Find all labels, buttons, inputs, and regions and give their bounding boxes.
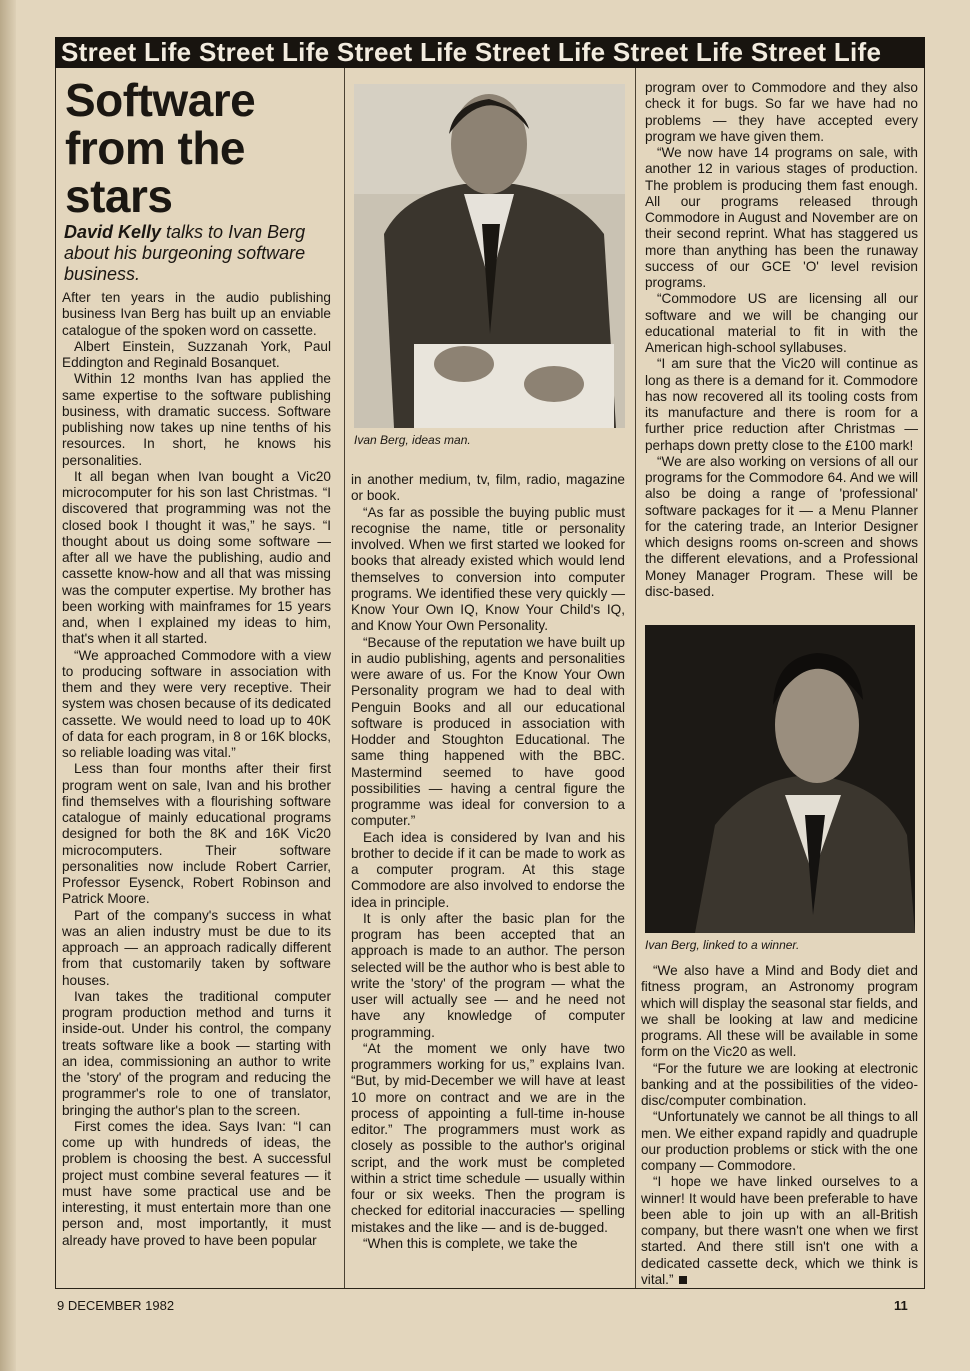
standfirst-author: David Kelly [64, 222, 162, 242]
article-column-1 [62, 290, 331, 1285]
headline: Software from the stars [65, 74, 256, 222]
section-banner: Street Life Street Life Street Life Street Life Street Life Street Life [55, 37, 925, 68]
standfirst-text: talks to Ivan Berg about his burgeoning software business. [64, 222, 306, 284]
paragraph: “I am sure that the Vic20 will continue as long as there is a demand for it. Commodore has now recovered all its tooling costs from its manufacture and there is room for a further price reduction after Christmas — perhaps down pretty close to the £100 mark! [645, 356, 918, 453]
photo-caption: Ivan Berg, ideas man. [354, 433, 471, 447]
paragraph: program over to Commodore and they also check it for bugs. So far we have had no problems — they have accepted every program we have given them. [645, 80, 918, 144]
portrait-illustration [354, 84, 625, 428]
page-number: 11 [894, 1298, 908, 1313]
paragraph: “At the moment we only have two programmers working for us,” explains Ivan. “But, by mid-December we will have at least 10 more on contract and we are in the process of appointing a full-time in-house editor.” The programmers must work as closely as possible to the author's original script, and the work must be completed within a strict time schedule — usually within four or six weeks. Then the program is checked for editorial inaccuracies — spelling mistakes and the like — and is de-bugged. [351, 1040, 625, 1235]
paragraph: “For the future we are looking at electronic banking and at the possibilities of the video-disc/computer combination. [641, 1060, 918, 1108]
paragraph: After ten years in the audio publishing business Ivan Berg has built up an enviable catalogue of the spoken word on cassette. [62, 290, 331, 338]
photo-ivan-berg-smiling [645, 625, 915, 933]
paragraph: “We also have a Mind and Body diet and fitness program, an Astronomy program which will display the seasonal star fields, and we shall be looking at law and medicine programs. All these will be available in some form on the Vic20 as well. [641, 963, 918, 1060]
paragraph: It is only after the basic plan for the program has been accepted that an approach is made to an author. The person selected will be the author who is best able to write the 'story' of the program — what the user will actually see — and he need not have any knowledge of computer programming. [351, 910, 625, 1040]
portrait-illustration [645, 625, 915, 933]
paragraph: Each idea is considered by Ivan and his brother to decide if it can be made to work as a computer program. At this stage Commodore are also involved to endorse the idea in principle. [351, 829, 625, 910]
paragraph-text: “I hope we have linked ourselves to a winner! It would have been preferable to have been able to join up with an all-British company, but there wasn't one when we first started. And there still isn't one with a dedicated cassette deck, which we think is vital.” [641, 1174, 918, 1287]
article-column-3-top [645, 80, 918, 615]
column-rule [344, 68, 345, 1288]
column-rule [635, 68, 636, 1288]
paragraph: “We are also working on versions of all our programs for the Commodore 64. And we will also be doing a range of 'professional' software packages for it — a Menu Planner for the catering trade, an Interior Designer which designs rooms on-screen and shows the different elevations, and a Professional Money Manager Program. These will be disc-based. [645, 453, 918, 599]
paragraph: “Unfortunately we cannot be all things to all men. We either expand rapidly and quadruple our production problems or stick with the one company — Commodore. [641, 1109, 918, 1173]
page-binding-edge [0, 0, 16, 1371]
paragraph: “When this is complete, we take the [363, 1235, 578, 1251]
paragraph: Ivan takes the traditional computer program production method and turns it inside-out. Under his control, the company treats software like a book — starting with an idea, commissioning an author to write the 'story' of the program and reducing the programmer's role to one of translator, bringing the author's plan to the screen. [62, 988, 331, 1118]
standfirst [64, 222, 342, 285]
paragraph: “As far as possible the buying public must recognise the name, title or personality involved. When we first started we looked for books that already existed which would lend themselves to conversion into computer programs. We identified these very quickly — Know Your Own IQ, Know Your Child's IQ, and Know Your Own Personality. [351, 504, 625, 634]
issue-date: 9 DECEMBER 1982 [57, 1298, 175, 1313]
photo-caption: Ivan Berg, linked to a winner. [645, 938, 800, 952]
end-mark-icon [679, 1276, 687, 1284]
paragraph: Albert Einstein, Suzzanah York, Paul Eddington and Reginald Bosanquet. [62, 338, 331, 370]
paragraph: Less than four months after their first program went on sale, Ivan and his brother find themselves with a flourishing software catalogue of mainly educational programs designed for both the 8K and 16K Vic20 microcomputers. Their software personalities now include Robert Carrier, Professor Eysenck, Robert Robinson and Patrick Moore. [62, 761, 331, 907]
paragraph: Part of the company's success in what was an alien industry must be due to its approach — an approach radically different from that customarily taken by software houses. [62, 907, 331, 988]
paragraph: “Because of the reputation we have built up in audio publishing, agents and personalities were aware of us. For the Know Your Own Personality program we had to deal with Penguin Books and all our educational software is produced in association with Hodder and Stoughton Educational. The same thing happened with the BBC. Mastermind seemed to have good possibilities — having a central figure the programme was ideal for conversion to a computer.” [351, 634, 625, 829]
paragraph: in another medium, tv, film, radio, magazine or book. [351, 472, 625, 504]
article-column-3-bottom [641, 963, 918, 1288]
paragraph: “Commodore US are licensing all our software and we will be changing our educational material to fit in with the American high-school syllabuses. [645, 291, 918, 355]
paragraph: It all began when Ivan bought a Vic20 microcomputer for his son last Christmas. “I discovered that programming was not the closed book I thought it was,” he says. “I thought about us doing some software — after all we have the publishing, audio and cassette know-how and all that was missing was the computer expertise. My brother has been working with mainframes for 15 years and, when I explained my ideas to him, that's when it all started. [62, 468, 331, 647]
paragraph: First comes the idea. Says Ivan: “I can come up with hundreds of ideas, the problem is choosing the best. A successful project must combine several features — it must have some practical use and be interesting, it must entertain more than one person and, most importantly, it must already have proved to have been popular [62, 1118, 331, 1248]
paragraph: Within 12 months Ivan has applied the same expertise to the software publishing business, with dramatic success. Software publishing now takes up nine tenths of his resources. In short, he knows his personalities. [62, 371, 331, 468]
paragraph: “We approached Commodore with a view to producing software in association with them and they were very receptive. Their system was chosen because of its dedicated cassette. We would need to load up to 40K of data for each program, in 8 or 16K blocks, so reliable loading was vital.” [62, 647, 331, 760]
paragraph: “We now have 14 programs on sale, with another 12 in various stages of production. The problem is producing them fast enough. All our programs released through Commodore in August and November are on their second reprint. What has staggered us more than anything has been the runaway success of our GCE 'O' level revision programs. [645, 145, 918, 290]
article-column-2 [351, 472, 625, 1287]
photo-ivan-berg-desk [354, 84, 625, 428]
paragraph [641, 1174, 918, 1288]
